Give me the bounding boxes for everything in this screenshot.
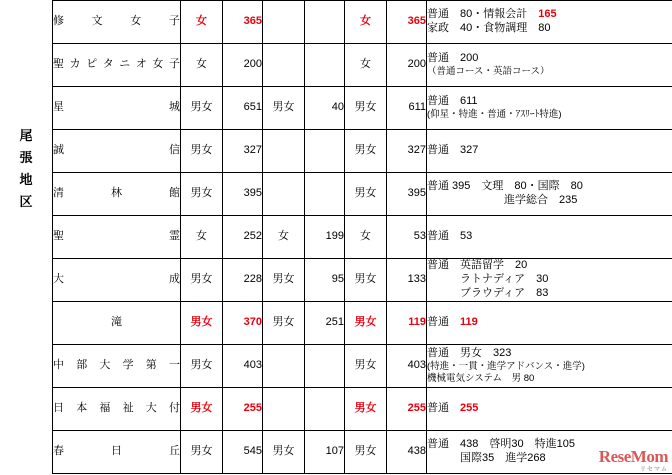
table-row <box>53 345 672 388</box>
table-body <box>53 1 672 474</box>
applicants-sex: 女 <box>181 216 223 259</box>
course-note <box>427 44 672 87</box>
course-note-line <box>427 316 672 330</box>
internal-sex: 男女 <box>263 87 305 130</box>
applicants-count: 200 <box>223 44 263 87</box>
applicants-sex: 男女 <box>181 130 223 173</box>
course-note-line <box>427 402 672 416</box>
table-row <box>53 130 672 173</box>
course-note-text: 家政 40・食物調理 80 <box>427 22 551 34</box>
internal-count <box>305 345 345 388</box>
watermark-text: ReseMom <box>598 447 668 466</box>
applicants-sex: 女 <box>181 44 223 87</box>
school-name: 聖 霊 <box>53 216 181 259</box>
course-note-text: 普通 53 <box>427 230 473 243</box>
general-sex: 男女 <box>345 345 387 388</box>
general-sex: 男女 <box>345 259 387 302</box>
course-note <box>427 173 672 216</box>
course-note-text: 普通 英語留学 20 <box>427 259 528 272</box>
general-count: 611 <box>387 87 427 130</box>
course-note-text: 普通 395 文理 80・国際 80 <box>427 180 583 193</box>
course-note-line <box>427 144 672 158</box>
general-count: 133 <box>387 259 427 302</box>
internal-sex <box>263 44 305 87</box>
course-note-line <box>427 259 672 273</box>
table-row <box>53 388 672 431</box>
course-note <box>427 302 672 345</box>
general-count: 365 <box>387 1 427 44</box>
course-note-line <box>427 8 672 22</box>
general-count: 200 <box>387 44 427 87</box>
table-row <box>53 1 672 44</box>
internal-count <box>305 173 345 216</box>
internal-count <box>305 388 345 431</box>
applicants-sex: 男女 <box>181 345 223 388</box>
applicants-count: 395 <box>223 173 263 216</box>
internal-count <box>305 130 345 173</box>
school-name: 中 部 大 学 第 一 <box>53 345 181 388</box>
admissions-table <box>52 0 672 474</box>
course-note-line <box>427 361 672 373</box>
course-note-text: 普通 <box>427 316 460 329</box>
course-note-text: 普通 611 <box>427 95 478 108</box>
general-count: 119 <box>387 302 427 345</box>
course-note-text: 普通 200 <box>427 52 479 65</box>
internal-count <box>305 1 345 44</box>
watermark-sub: リセマム <box>640 467 668 473</box>
general-sex: 女 <box>345 44 387 87</box>
course-note-highlight: 165 <box>538 8 557 21</box>
applicants-sex: 男女 <box>181 259 223 302</box>
course-note-text: ラトナディア 30 <box>427 273 549 286</box>
applicants-count: 228 <box>223 259 263 302</box>
course-note-highlight: 119 <box>460 316 478 329</box>
internal-sex: 男女 <box>263 302 305 345</box>
general-sex: 男女 <box>345 173 387 216</box>
course-note-line <box>427 95 672 109</box>
region-label-char: 張 <box>19 150 33 165</box>
course-note-text: 普通 438 啓明30 特進105 <box>427 438 575 451</box>
school-name: 清 林 館 <box>53 173 181 216</box>
internal-sex: 女 <box>263 216 305 259</box>
course-note-text: （普通コース・英語コース） <box>427 65 550 77</box>
applicants-sex: 男女 <box>181 173 223 216</box>
applicants-count: 252 <box>223 216 263 259</box>
course-note-line <box>427 273 672 287</box>
school-name: 聖カピタニオ女子 <box>53 44 181 87</box>
region-label-char: 地 <box>19 172 33 187</box>
internal-sex <box>263 345 305 388</box>
school-name: 星 城 <box>53 87 181 130</box>
course-note-line <box>427 194 672 208</box>
course-note-line <box>427 180 672 194</box>
table-row <box>53 216 672 259</box>
general-sex: 男女 <box>345 87 387 130</box>
applicants-count: 651 <box>223 87 263 130</box>
region-label-char: 区 <box>19 194 33 209</box>
internal-count: 199 <box>305 216 345 259</box>
school-name: 春 日 丘 <box>53 431 181 474</box>
internal-sex <box>263 388 305 431</box>
applicants-count: 403 <box>223 345 263 388</box>
course-note-line <box>427 109 672 121</box>
course-note <box>427 216 672 259</box>
course-note-line <box>427 230 672 244</box>
course-note-text: 機械電気システム 男 80 <box>427 372 535 384</box>
course-note <box>427 388 672 431</box>
general-sex: 女 <box>345 1 387 44</box>
applicants-sex: 男女 <box>181 388 223 431</box>
course-note-line <box>427 66 672 78</box>
course-note <box>427 1 672 44</box>
course-note-text: (仰星・特進・普通・ｱｽﾘｰﾄ特進) <box>427 108 562 120</box>
internal-count: 95 <box>305 259 345 302</box>
applicants-count: 365 <box>223 1 263 44</box>
internal-sex <box>263 1 305 44</box>
general-sex: 男女 <box>345 431 387 474</box>
school-name: 誠 信 <box>53 130 181 173</box>
general-sex: 男女 <box>345 130 387 173</box>
course-note-line <box>427 287 672 301</box>
course-note-text: 国際35 進学268 <box>427 452 546 464</box>
course-note <box>427 87 672 130</box>
general-sex: 男女 <box>345 302 387 345</box>
general-count: 438 <box>387 431 427 474</box>
applicants-count: 255 <box>223 388 263 431</box>
general-count: 327 <box>387 130 427 173</box>
internal-sex: 男女 <box>263 431 305 474</box>
table-row <box>53 44 672 87</box>
internal-count <box>305 44 345 87</box>
applicants-sex: 女 <box>181 1 223 44</box>
general-sex: 女 <box>345 216 387 259</box>
internal-count: 251 <box>305 302 345 345</box>
applicants-sex: 男女 <box>181 302 223 345</box>
course-note-line <box>427 373 672 385</box>
applicants-count: 545 <box>223 431 263 474</box>
school-name: 大 成 <box>53 259 181 302</box>
course-note-text: 普通 男女 323 <box>427 347 512 360</box>
course-note <box>427 130 672 173</box>
course-note-text: 普通 80・情報会計 <box>427 8 539 21</box>
internal-count: 40 <box>305 87 345 130</box>
internal-sex: 男女 <box>263 259 305 302</box>
internal-sex <box>263 130 305 173</box>
general-count: 53 <box>387 216 427 259</box>
course-note-text: 普通 <box>427 402 460 415</box>
internal-sex <box>263 173 305 216</box>
course-note-text: ブラウディア 83 <box>427 286 549 299</box>
school-name: 日 本 福 祉 大 付 <box>53 388 181 431</box>
applicants-count: 327 <box>223 130 263 173</box>
applicants-sex: 男女 <box>181 87 223 130</box>
school-name: 修 文 女 子 <box>53 1 181 44</box>
course-note-text: (特進・一貫・進学アドバンス・進学) <box>427 361 585 372</box>
course-note-text: 普通 327 <box>427 144 479 157</box>
region-label <box>8 125 44 213</box>
course-note-line <box>427 22 672 36</box>
course-note-text: 進学総合 235 <box>427 194 578 206</box>
school-name: 滝 <box>53 302 181 345</box>
applicants-sex: 男女 <box>181 431 223 474</box>
general-sex: 男女 <box>345 388 387 431</box>
course-note-highlight: 255 <box>460 402 479 415</box>
course-note-line <box>427 52 672 66</box>
general-count: 403 <box>387 345 427 388</box>
table-row <box>53 87 672 130</box>
applicants-count: 370 <box>223 302 263 345</box>
watermark <box>599 447 668 473</box>
course-note <box>427 345 672 388</box>
table-row <box>53 173 672 216</box>
course-note-line <box>427 347 672 361</box>
internal-count: 107 <box>305 431 345 474</box>
table-row <box>53 431 672 474</box>
table-row <box>53 259 672 302</box>
region-label-char: 尾 <box>19 128 33 143</box>
course-note <box>427 259 672 302</box>
general-count: 395 <box>387 173 427 216</box>
general-count: 255 <box>387 388 427 431</box>
table-row <box>53 302 672 345</box>
